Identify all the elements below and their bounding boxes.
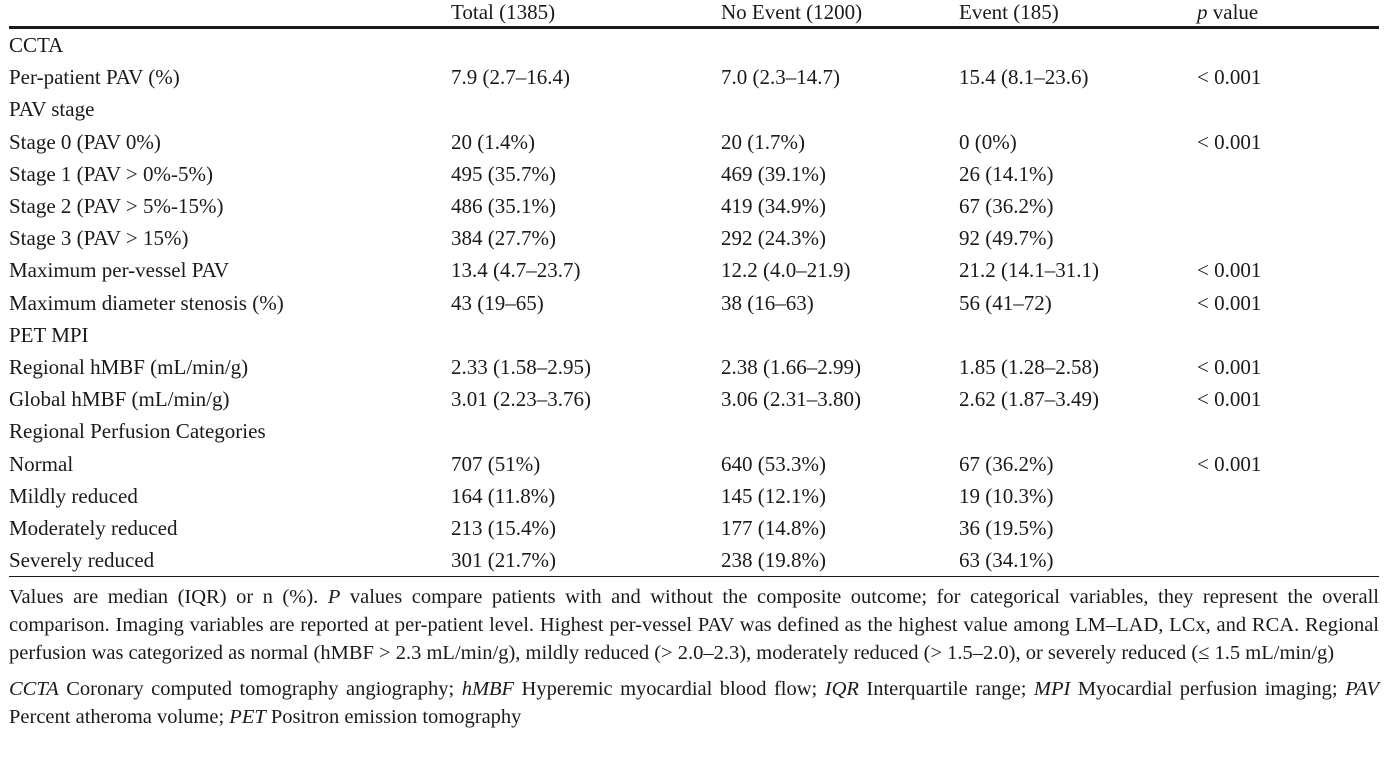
cell-p-value: < 0.001 <box>1197 129 1262 154</box>
cell-total: 13.4 (4.7–23.7) <box>451 258 581 283</box>
cell-variable: Moderately reduced <box>9 515 178 540</box>
table-row <box>9 222 1379 254</box>
cell-variable: Regional hMBF (mL/min/g) <box>9 354 249 379</box>
footnote-lead: Values are median (IQR) or n (%). <box>9 586 328 609</box>
table-row <box>9 287 1379 319</box>
cell-event: 36 (19.5%) <box>959 515 1054 540</box>
cell-variable: PAV stage <box>9 97 95 122</box>
cell-variable: Normal <box>9 451 74 476</box>
cell-variable: Stage 0 (PAV 0%) <box>9 129 161 154</box>
cell-no-event: 20 (1.7%) <box>721 129 805 154</box>
abbreviation-definition: Coronary computed tomography angiography; <box>58 678 462 701</box>
cell-variable: Stage 2 (PAV > 5%-15%) <box>9 194 224 219</box>
cell-total: 707 (51%) <box>451 451 541 476</box>
cell-variable: Severely reduced <box>9 544 451 577</box>
header-no-event: No Event (1200) <box>721 0 863 24</box>
cell-no-event: 177 (14.8%) <box>721 515 826 540</box>
cell-total <box>451 415 721 447</box>
cell-event: 21.2 (14.1–31.1) <box>959 258 1099 283</box>
cell-no-event: 292 (24.3%) <box>721 226 826 251</box>
cell-event <box>959 28 1197 62</box>
cell-total: 384 (27.7%) <box>451 226 556 251</box>
cell-event: 26 (14.1%) <box>959 161 1054 186</box>
cell-total <box>451 319 721 351</box>
abbreviation-term: CCTA <box>9 678 59 701</box>
header-p-value <box>1197 0 1379 28</box>
abbreviation-term: MPI <box>1033 678 1071 701</box>
cell-variable: PET MPI <box>9 322 89 347</box>
cell-p-value <box>1197 512 1379 544</box>
footnote-paragraph <box>9 583 1379 667</box>
cell-total: 213 (15.4%) <box>451 515 556 540</box>
cell-total <box>451 93 721 125</box>
table-row <box>9 383 1379 415</box>
cell-p-value <box>1197 415 1379 447</box>
cell-variable: Stage 1 (PAV > 0%-5%) <box>9 161 213 186</box>
cell-total: 486 (35.1%) <box>451 194 556 219</box>
header-p-suffix: value <box>1207 0 1259 24</box>
cell-variable: CCTA <box>9 33 64 58</box>
table-row <box>9 512 1379 544</box>
cell-variable: Per-patient PAV (%) <box>9 65 180 90</box>
cell-event: 1.85 (1.28–2.58) <box>959 354 1099 379</box>
cell-event: 63 (34.1%) <box>959 544 1197 577</box>
cell-variable: Global hMBF (mL/min/g) <box>9 387 230 412</box>
abbreviation-term: hMBF <box>461 678 515 701</box>
table-row <box>9 447 1379 479</box>
cell-total: 495 (35.7%) <box>451 161 556 186</box>
cell-no-event: 145 (12.1%) <box>721 483 826 508</box>
abbreviation-term: PAV <box>1345 678 1379 701</box>
abbreviation-term: IQR <box>824 678 859 701</box>
table-row <box>9 351 1379 383</box>
cell-total: 43 (19–65) <box>451 290 544 315</box>
header-total: Total (1385) <box>451 0 556 24</box>
cell-p-value: < 0.001 <box>1197 451 1262 476</box>
abbreviation-definition: Positron emission tomography <box>265 706 522 729</box>
cell-total: 164 (11.8%) <box>451 483 556 508</box>
cell-no-event: 38 (16–63) <box>721 290 814 315</box>
table-row <box>9 254 1379 286</box>
table-row <box>9 93 1379 125</box>
abbreviation-definition: Myocardial perfusion imaging; <box>1070 678 1346 701</box>
cell-p-value <box>1197 190 1379 222</box>
cell-total <box>451 28 721 62</box>
cell-p-value <box>1197 544 1379 577</box>
cell-event: 15.4 (8.1–23.6) <box>959 65 1089 90</box>
cell-event: 0 (0%) <box>959 129 1017 154</box>
cell-p-value <box>1197 319 1379 351</box>
table-row <box>9 126 1379 158</box>
table-row <box>9 480 1379 512</box>
footnote-body: values compare patients with and without the composite outcome; for categorical variables, they represent the overall comparison. Imaging variables are reported at per-patient level. Highest per-vessel PAV was defined as the highest value among LM–LAD, LCx, and RCA. Regional perfusion was categorized as normal (hMBF > 2.3 mL/min/g), mildly reduced (> 2.0–2.3), moderately reduced (> 1.5–2.0), or severely reduced (≤ 1.5 mL/min/g) <box>9 586 1380 665</box>
table-row <box>9 544 1379 577</box>
cell-p-value <box>1197 93 1379 125</box>
abbreviations-paragraph <box>9 675 1379 731</box>
table-page <box>9 0 1379 731</box>
cell-no-event: 419 (34.9%) <box>721 194 826 219</box>
table-row <box>9 415 1379 447</box>
cell-no-event <box>721 415 959 447</box>
cell-event: 19 (10.3%) <box>959 483 1054 508</box>
cell-variable: Regional Perfusion Categories <box>9 419 266 444</box>
footnote-p-letter: P <box>327 586 341 609</box>
abbreviation-definition: Hyperemic myocardial blood flow; <box>514 678 825 701</box>
cell-p-value: < 0.001 <box>1197 258 1262 283</box>
header-variable <box>9 0 451 28</box>
cell-p-value: < 0.001 <box>1197 354 1262 379</box>
table-row <box>9 28 1379 62</box>
table-body <box>9 28 1379 577</box>
table-row <box>9 158 1379 190</box>
cell-no-event: 12.2 (4.0–21.9) <box>721 258 851 283</box>
cell-no-event <box>721 28 959 62</box>
header-p-letter: p <box>1197 0 1208 24</box>
cell-variable: Mildly reduced <box>9 483 138 508</box>
cell-p-value <box>1197 480 1379 512</box>
cell-no-event: 469 (39.1%) <box>721 161 826 186</box>
results-table <box>9 0 1379 577</box>
cell-total: 20 (1.4%) <box>451 129 535 154</box>
cell-event: 92 (49.7%) <box>959 226 1054 251</box>
cell-no-event: 3.06 (2.31–3.80) <box>721 387 861 412</box>
abbreviation-term: PET <box>229 706 266 729</box>
cell-p-value: < 0.001 <box>1197 387 1262 412</box>
cell-p-value: < 0.001 <box>1197 65 1262 90</box>
cell-p-value: < 0.001 <box>1197 290 1262 315</box>
cell-event: 67 (36.2%) <box>959 194 1054 219</box>
cell-event <box>959 93 1197 125</box>
cell-event: 67 (36.2%) <box>959 451 1054 476</box>
cell-no-event: 238 (19.8%) <box>721 544 959 577</box>
cell-event <box>959 319 1197 351</box>
cell-total: 301 (21.7%) <box>451 544 721 577</box>
cell-p-value <box>1197 222 1379 254</box>
cell-variable: Stage 3 (PAV > 15%) <box>9 226 189 251</box>
cell-no-event: 2.38 (1.66–2.99) <box>721 354 861 379</box>
cell-variable: Maximum per-vessel PAV <box>9 258 230 283</box>
cell-no-event: 640 (53.3%) <box>721 451 826 476</box>
cell-p-value <box>1197 158 1379 190</box>
abbreviation-definition: Interquartile range; <box>858 678 1034 701</box>
cell-no-event <box>721 319 959 351</box>
table-row <box>9 61 1379 93</box>
table-header <box>9 0 1379 28</box>
cell-no-event <box>721 93 959 125</box>
cell-event <box>959 415 1197 447</box>
table-footnotes <box>9 583 1379 731</box>
cell-total: 3.01 (2.23–3.76) <box>451 387 591 412</box>
table-row <box>9 190 1379 222</box>
cell-p-value <box>1197 28 1379 62</box>
cell-no-event: 7.0 (2.3–14.7) <box>721 65 840 90</box>
cell-total: 2.33 (1.58–2.95) <box>451 354 591 379</box>
cell-total: 7.9 (2.7–16.4) <box>451 65 570 90</box>
table-row <box>9 319 1379 351</box>
header-row <box>9 0 1379 28</box>
abbreviation-definition: Percent atheroma volume; <box>9 706 230 729</box>
header-event: Event (185) <box>959 0 1059 24</box>
cell-event: 2.62 (1.87–3.49) <box>959 387 1099 412</box>
cell-event: 56 (41–72) <box>959 290 1052 315</box>
cell-variable: Maximum diameter stenosis (%) <box>9 290 284 315</box>
